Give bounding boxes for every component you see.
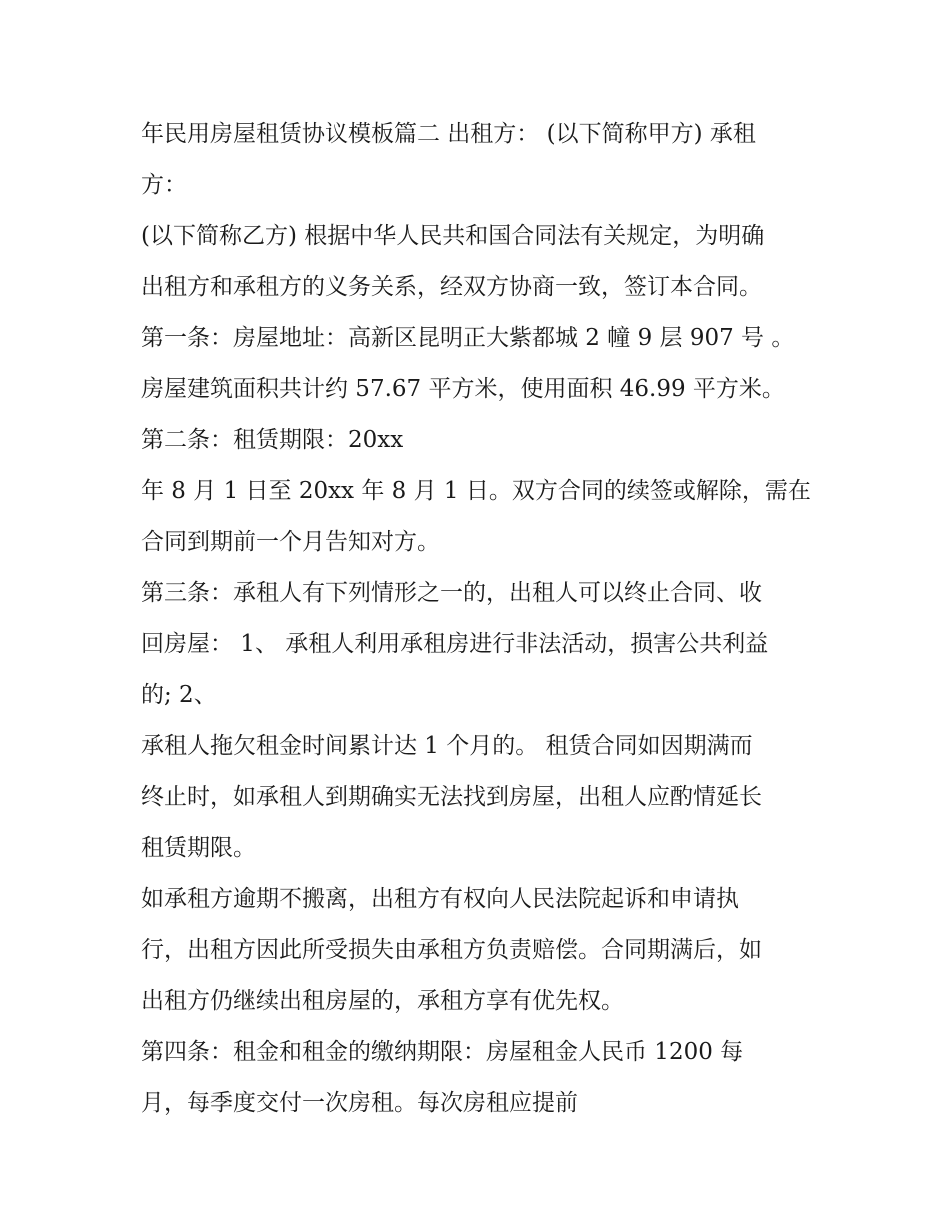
text-line: 年民用房屋租赁协议模板篇二 出租方： (以下简称甲方) 承租 — [141, 121, 756, 147]
text-line: 方： — [141, 172, 187, 198]
text-line: 终止时，如承租人到期确实无法找到房屋，出租人应酌情延长 — [141, 784, 762, 810]
text-line: 第四条：租金和租金的缴纳期限：房屋租金人民币 1200 每 — [141, 1039, 744, 1065]
text-line: 第二条：租赁期限：20xx — [141, 427, 404, 453]
text-line: 如承租方逾期不搬离，出租方有权向人民法院起诉和申请执 — [141, 886, 739, 912]
text-line: 第一条：房屋地址：高新区昆明正大紫都城 2 幢 9 层 907 号 。 — [141, 325, 795, 351]
text-line: 承租人拖欠租金时间累计达 1 个月的。 租赁合同如因期满而 — [141, 733, 753, 759]
text-line: 租赁期限。 — [141, 835, 256, 861]
text-line: 出租方仍继续出租房屋的，承租方享有优先权。 — [141, 988, 624, 1014]
contract-body-text — [141, 109, 841, 1129]
text-line: 第三条：承租人有下列情形之一的，出租人可以终止合同、收 — [141, 580, 762, 606]
text-line: 行，出租方因此所受损失由承租方负责赔偿。合同期满后，如 — [141, 937, 762, 963]
text-line: 合同到期前一个月告知对方。 — [141, 529, 440, 555]
text-line: 房屋建筑面积共计约 57.67 平方米，使用面积 46.99 平方米。 — [141, 376, 785, 402]
text-line: 月，每季度交付一次房租。每次房租应提前 — [141, 1090, 578, 1116]
text-line: (以下简称乙方) 根据中华人民共和国合同法有关规定，为明确 — [141, 223, 765, 249]
text-line: 出租方和承租方的义务关系，经双方协商一致，签订本合同。 — [141, 274, 762, 300]
text-line: 的; 2、 — [141, 682, 217, 708]
text-line: 年 8 月 1 日至 20xx 年 8 月 1 日。双方合同的续签或解除，需在 — [141, 478, 811, 504]
text-line: 回房屋： 1、 承租人利用承租房进行非法活动，损害公共利益 — [141, 631, 769, 657]
